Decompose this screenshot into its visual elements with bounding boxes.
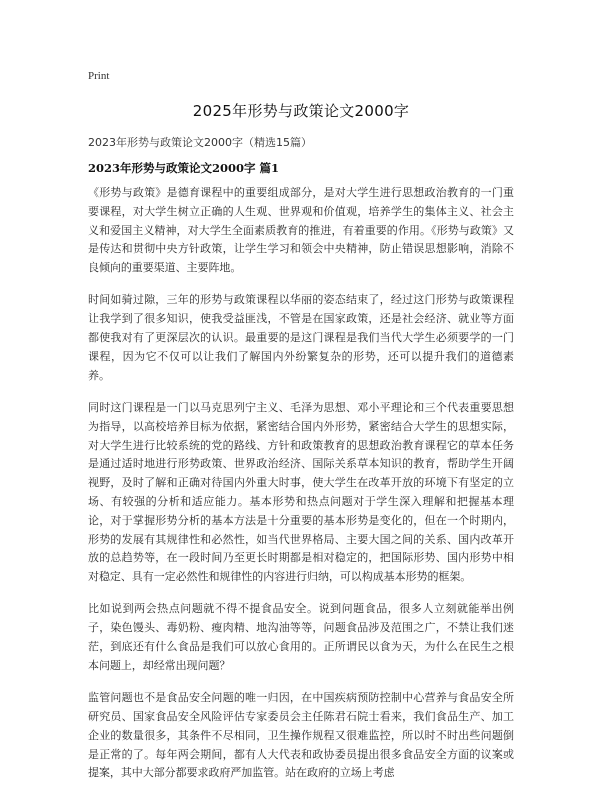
- body-paragraph-4: 比如说到两会热点问题就不得不提食品安全。说到问题食品，很多人立刻就能举出例子，染色馒头、毒奶粉、瘦肉精、地沟油等等，问题食品涉及范围之广，不禁让我们迷茫，到底还有什么食品是我们可以放心食用的。正所谓民以食为天，为什么在民生之根本问题上，却经常出现问题？: [88, 602, 514, 672]
- document-body: [88, 184, 514, 797]
- section-heading: 2023年形势与政策论文2000字 篇1: [88, 161, 280, 175]
- print-link[interactable]: Print: [88, 70, 110, 82]
- body-paragraph-5: 监管问题也不是食品安全问题的唯一归因，在中国疾病预防控制中心营养与食品安全所研究员、国家食品安全风险评估专家委员会主任陈君石院士看来，我们食品生产、加工企业的数量很多，其条件不尽相同，卫生操作规程又很难监控，所以时不时出些问题倒是正常的了。每年两会期间，都有人大代表和政协委员提出很多食品安全方面的议案或提案，其中大部分都要求政府严加监管。站在政府的立场上考虑: [88, 691, 514, 780]
- body-paragraph-3: 同时这门课程是一门以马克思列宁主义、毛泽为思想、邓小平理论和三个代表重要思想为指导，以高校培养目标为依据，紧密结合国内外形势，紧密结合大学生的思想实际，对大学生进行比较系统的党的路线、方针和政策教育的思想政治教育课程它的草本任务是通过适时地进行形势政策、世界政治经济、国际关系草本知识的教育，帮助学生开阔视野，及时了解和正确对待国内外重大时事，使大学生在改革开放的环境下有坚定的立场、有较强的分析和适应能力。基本形势和热点问题对于学生深入理解和把握基本理论，对于掌握形势分析的基本方法是十分重要的基本形势是变化的，但在一个时期内，形势的发展有其规律性和必然性，如当代世界格局、主要大国之间的关系、国内改革开放的总趋势等，在一段时间乃至更长时期都是相对稳定的，把国际形势、国内形势中相对稳定、具有一定必然性和规律性的内容进行归纳，可以构成基本形势的框架。: [88, 400, 514, 584]
- document-subtitle: 2023年形势与政策论文2000字（精选15篇）: [88, 136, 312, 149]
- document-title: 2025年形势与政策论文2000字: [192, 102, 410, 120]
- body-paragraph-1: 《形势与政策》是德育课程中的重要组成部分，是对大学生进行思想政治教育的一门重要课程，对大学生树立正确的人生观、世界观和价值观，培养学生的集体主义、社会主义和爱国主义精神，对大学生全面素质教育的推进，有着重要的作用。《形势与政策》又是传达和贯彻中央方针政策，让学生学习和领会中央精神，防止错误思想影响，消除不良倾向的重要渠道、主要阵地。: [88, 186, 514, 275]
- body-paragraph-2: 时间如骑过隙，三年的形势与政策课程以华丽的姿态结束了，经过这门形势与政策课程让我学到了很多知识，使我受益匪浅，不管是在国家政策，还是社会经济、就业等方面都使我对有了更深层次的认识。最重要的是这门课程是我们当代大学生必须要学的一门课程，因为它不仅可以让我们了解国内外纷繁复杂的形势，还可以提升我们的道德素养。: [88, 293, 514, 382]
